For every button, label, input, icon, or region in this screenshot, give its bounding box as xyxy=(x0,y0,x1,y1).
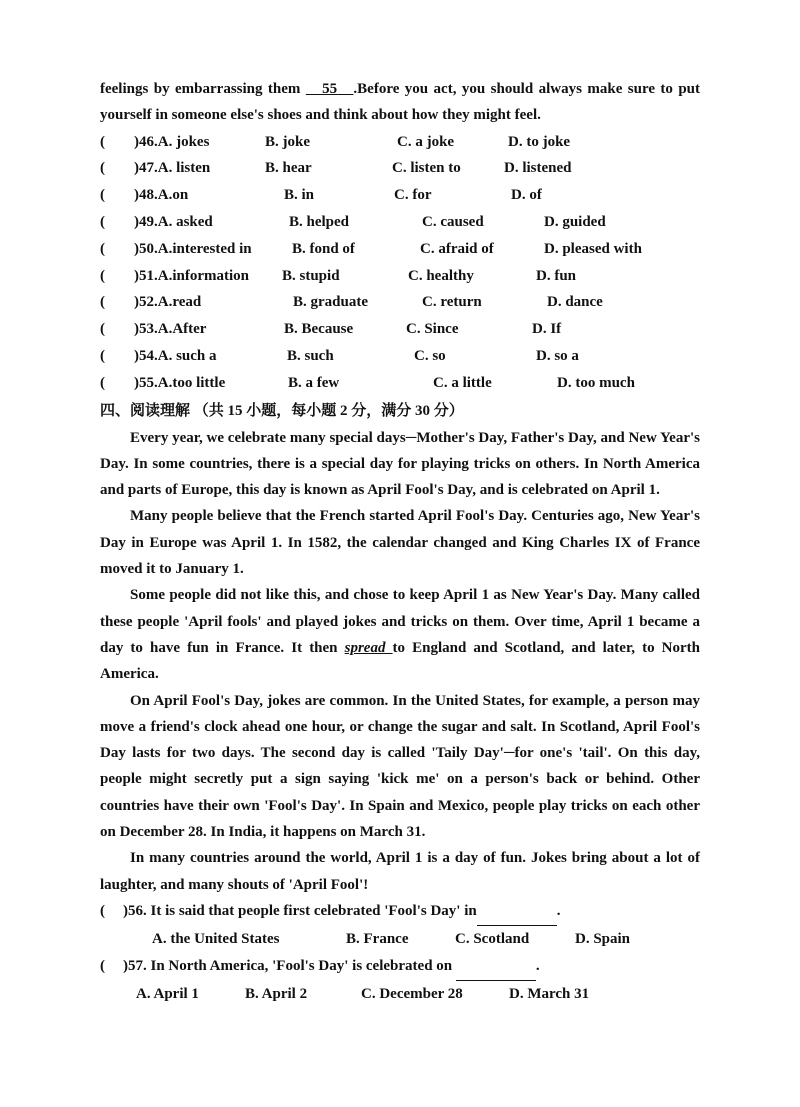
exam-content xyxy=(100,76,700,1008)
option-a: )51.A.information xyxy=(134,267,249,284)
option-c: C. listen to xyxy=(392,160,461,177)
option-c: C. healthy xyxy=(408,267,474,284)
question-stem xyxy=(100,953,700,981)
option-b: B. stupid xyxy=(282,267,340,284)
option-d: D. fun xyxy=(536,267,577,284)
option-b: B. a few xyxy=(288,374,340,391)
option-d: D. to joke xyxy=(508,133,571,150)
option-d: D. so a xyxy=(536,347,579,364)
question-text: )56. It is said that people first celebrated 'Fool's Day' in xyxy=(123,902,477,919)
option-a: )49.A. asked xyxy=(134,213,213,230)
option-c: C. Since xyxy=(406,321,459,338)
options-row xyxy=(100,926,700,953)
option-a: )55.A.too little xyxy=(134,374,226,391)
question-row xyxy=(100,263,700,290)
answer-paren: ( xyxy=(100,347,105,364)
option-b: B. helped xyxy=(289,213,350,230)
option-c: C. return xyxy=(422,294,482,311)
option-b: B. fond of xyxy=(292,240,355,257)
option-a: )47.A. listen xyxy=(134,160,211,177)
option-b: B. Because xyxy=(284,321,354,338)
option-b: B. graduate xyxy=(293,294,368,311)
question-row xyxy=(100,236,700,263)
cloze-passage-ending xyxy=(100,76,700,129)
option-b: B. in xyxy=(284,187,315,204)
cloze-question-list xyxy=(100,129,700,397)
option-d: D. too much xyxy=(557,374,635,391)
option-b: B. joke xyxy=(265,133,310,150)
option-b: B. April 2 xyxy=(245,985,308,1002)
answer-paren: ( xyxy=(100,267,105,284)
option-c: C. a joke xyxy=(397,133,455,150)
option-d: D. If xyxy=(532,321,562,338)
answer-paren: ( xyxy=(100,240,105,257)
question-row xyxy=(100,129,700,156)
option-c: C. Scotland xyxy=(455,930,530,947)
option-a: )46.A. jokes xyxy=(134,133,210,150)
answer-paren: ( xyxy=(100,187,105,204)
question-text: )57. In North America, 'Fool's Day' is celebrated on xyxy=(123,957,456,974)
answer-paren: ( xyxy=(100,374,105,391)
passage-paragraph xyxy=(100,582,700,687)
option-a: )52.A.read xyxy=(134,294,202,311)
option-a: )54.A. such a xyxy=(134,347,217,364)
options-row xyxy=(100,981,700,1008)
passage-paragraph: Every year, we celebrate many special days─Mother's Day, Father's Day, and New Year's Day. In some countries, there is a special day for playing tricks on others. In North America and parts of Europe, this day is known as April Fool's Day, and is celebrated on April 1. xyxy=(100,429,700,499)
answer-paren: ( xyxy=(100,294,105,311)
answer-paren: ( xyxy=(100,957,105,974)
passage-text: to England and Scotland, and later, to North America. xyxy=(100,639,700,683)
section-heading: 四、阅读理解 （共 15 小题，每小题 2 分，满分 30 分） xyxy=(100,402,464,419)
question-end: . xyxy=(556,902,561,919)
option-a: A. April 1 xyxy=(136,985,199,1002)
answer-paren: ( xyxy=(100,133,105,150)
option-a: )50.A.interested in xyxy=(134,240,252,257)
option-d: D. listened xyxy=(504,160,572,177)
passage-text: Some people did not like this, and chose to keep April 1 as New Year's Day. Many called these people 'April fools' and played jokes and tricks on them. Over time, April 1 became a day to have fun in France. It then xyxy=(100,587,700,656)
question-row xyxy=(100,316,700,343)
option-d: D. dance xyxy=(547,294,603,311)
answer-blank xyxy=(456,953,536,981)
underlined-word: spread xyxy=(344,639,393,656)
option-d: D. Spain xyxy=(575,930,631,947)
passage-paragraph: In many countries around the world, April 1 is a day of fun. Jokes bring about a lot of laughter, and many shouts of 'April Fool'! xyxy=(100,850,700,893)
passage-paragraph: On April Fool's Day, jokes are common. In the United States, for example, a person may move a friend's clock ahead one hour, or change the sugar and salt. In Scotland, April Fool's Day lasts for two days. The second day is called 'Taily Day'─for one's 'tail'. On this day, people might secretly put a sign saying 'kick me' on a person's back or behind. Other countries have their own 'Fool's Day'. In Spain and Mexico, people play tricks on each other on December 28. In India, it happens on March 31. xyxy=(100,692,700,841)
option-a: A. the United States xyxy=(152,930,280,947)
answer-paren: ( xyxy=(100,160,105,177)
answer-paren: ( xyxy=(100,213,105,230)
option-b: B. such xyxy=(287,347,334,364)
option-d: D. March 31 xyxy=(509,985,590,1002)
question-row xyxy=(100,289,700,316)
option-c: C. for xyxy=(394,187,432,204)
option-a: )48.A.on xyxy=(134,187,189,204)
reading-question-list xyxy=(100,898,700,1008)
passage-text: feelings by embarrassing them xyxy=(100,81,306,97)
answer-blank xyxy=(477,898,557,926)
passage-paragraph: Many people believe that the French started April Fool's Day. Centuries ago, New Year's Day in Europe was April 1. In 1582, the calendar changed and King Charles IX of France moved it to January 1. xyxy=(100,508,700,578)
question-row xyxy=(100,209,700,236)
question-stem xyxy=(100,898,700,926)
answer-paren: ( xyxy=(100,902,105,919)
question-end: . xyxy=(535,957,540,974)
blank-number: 55 xyxy=(322,81,338,97)
option-c: C. a little xyxy=(433,374,492,391)
reading-passage xyxy=(100,425,700,898)
option-d: D. pleased with xyxy=(544,240,642,257)
option-d: D. guided xyxy=(544,213,606,230)
option-c: C. afraid of xyxy=(420,240,494,257)
option-c: C. caused xyxy=(422,213,484,230)
question-row xyxy=(100,182,700,209)
passage-text: .Before you act, you should always make sure to put yourself in someone else's shoes and think about how they might feel. xyxy=(100,81,701,124)
option-c: C. so xyxy=(414,347,446,364)
question-row xyxy=(100,370,700,397)
answer-paren: ( xyxy=(100,321,105,338)
option-c: C. December 28 xyxy=(361,985,463,1002)
option-a: )53.A.After xyxy=(134,321,207,338)
option-b: B. France xyxy=(346,930,409,947)
question-row xyxy=(100,155,700,182)
option-b: B. hear xyxy=(265,160,312,177)
question-row xyxy=(100,343,700,370)
option-d: D. of xyxy=(511,187,542,204)
answer-blank xyxy=(306,81,354,97)
